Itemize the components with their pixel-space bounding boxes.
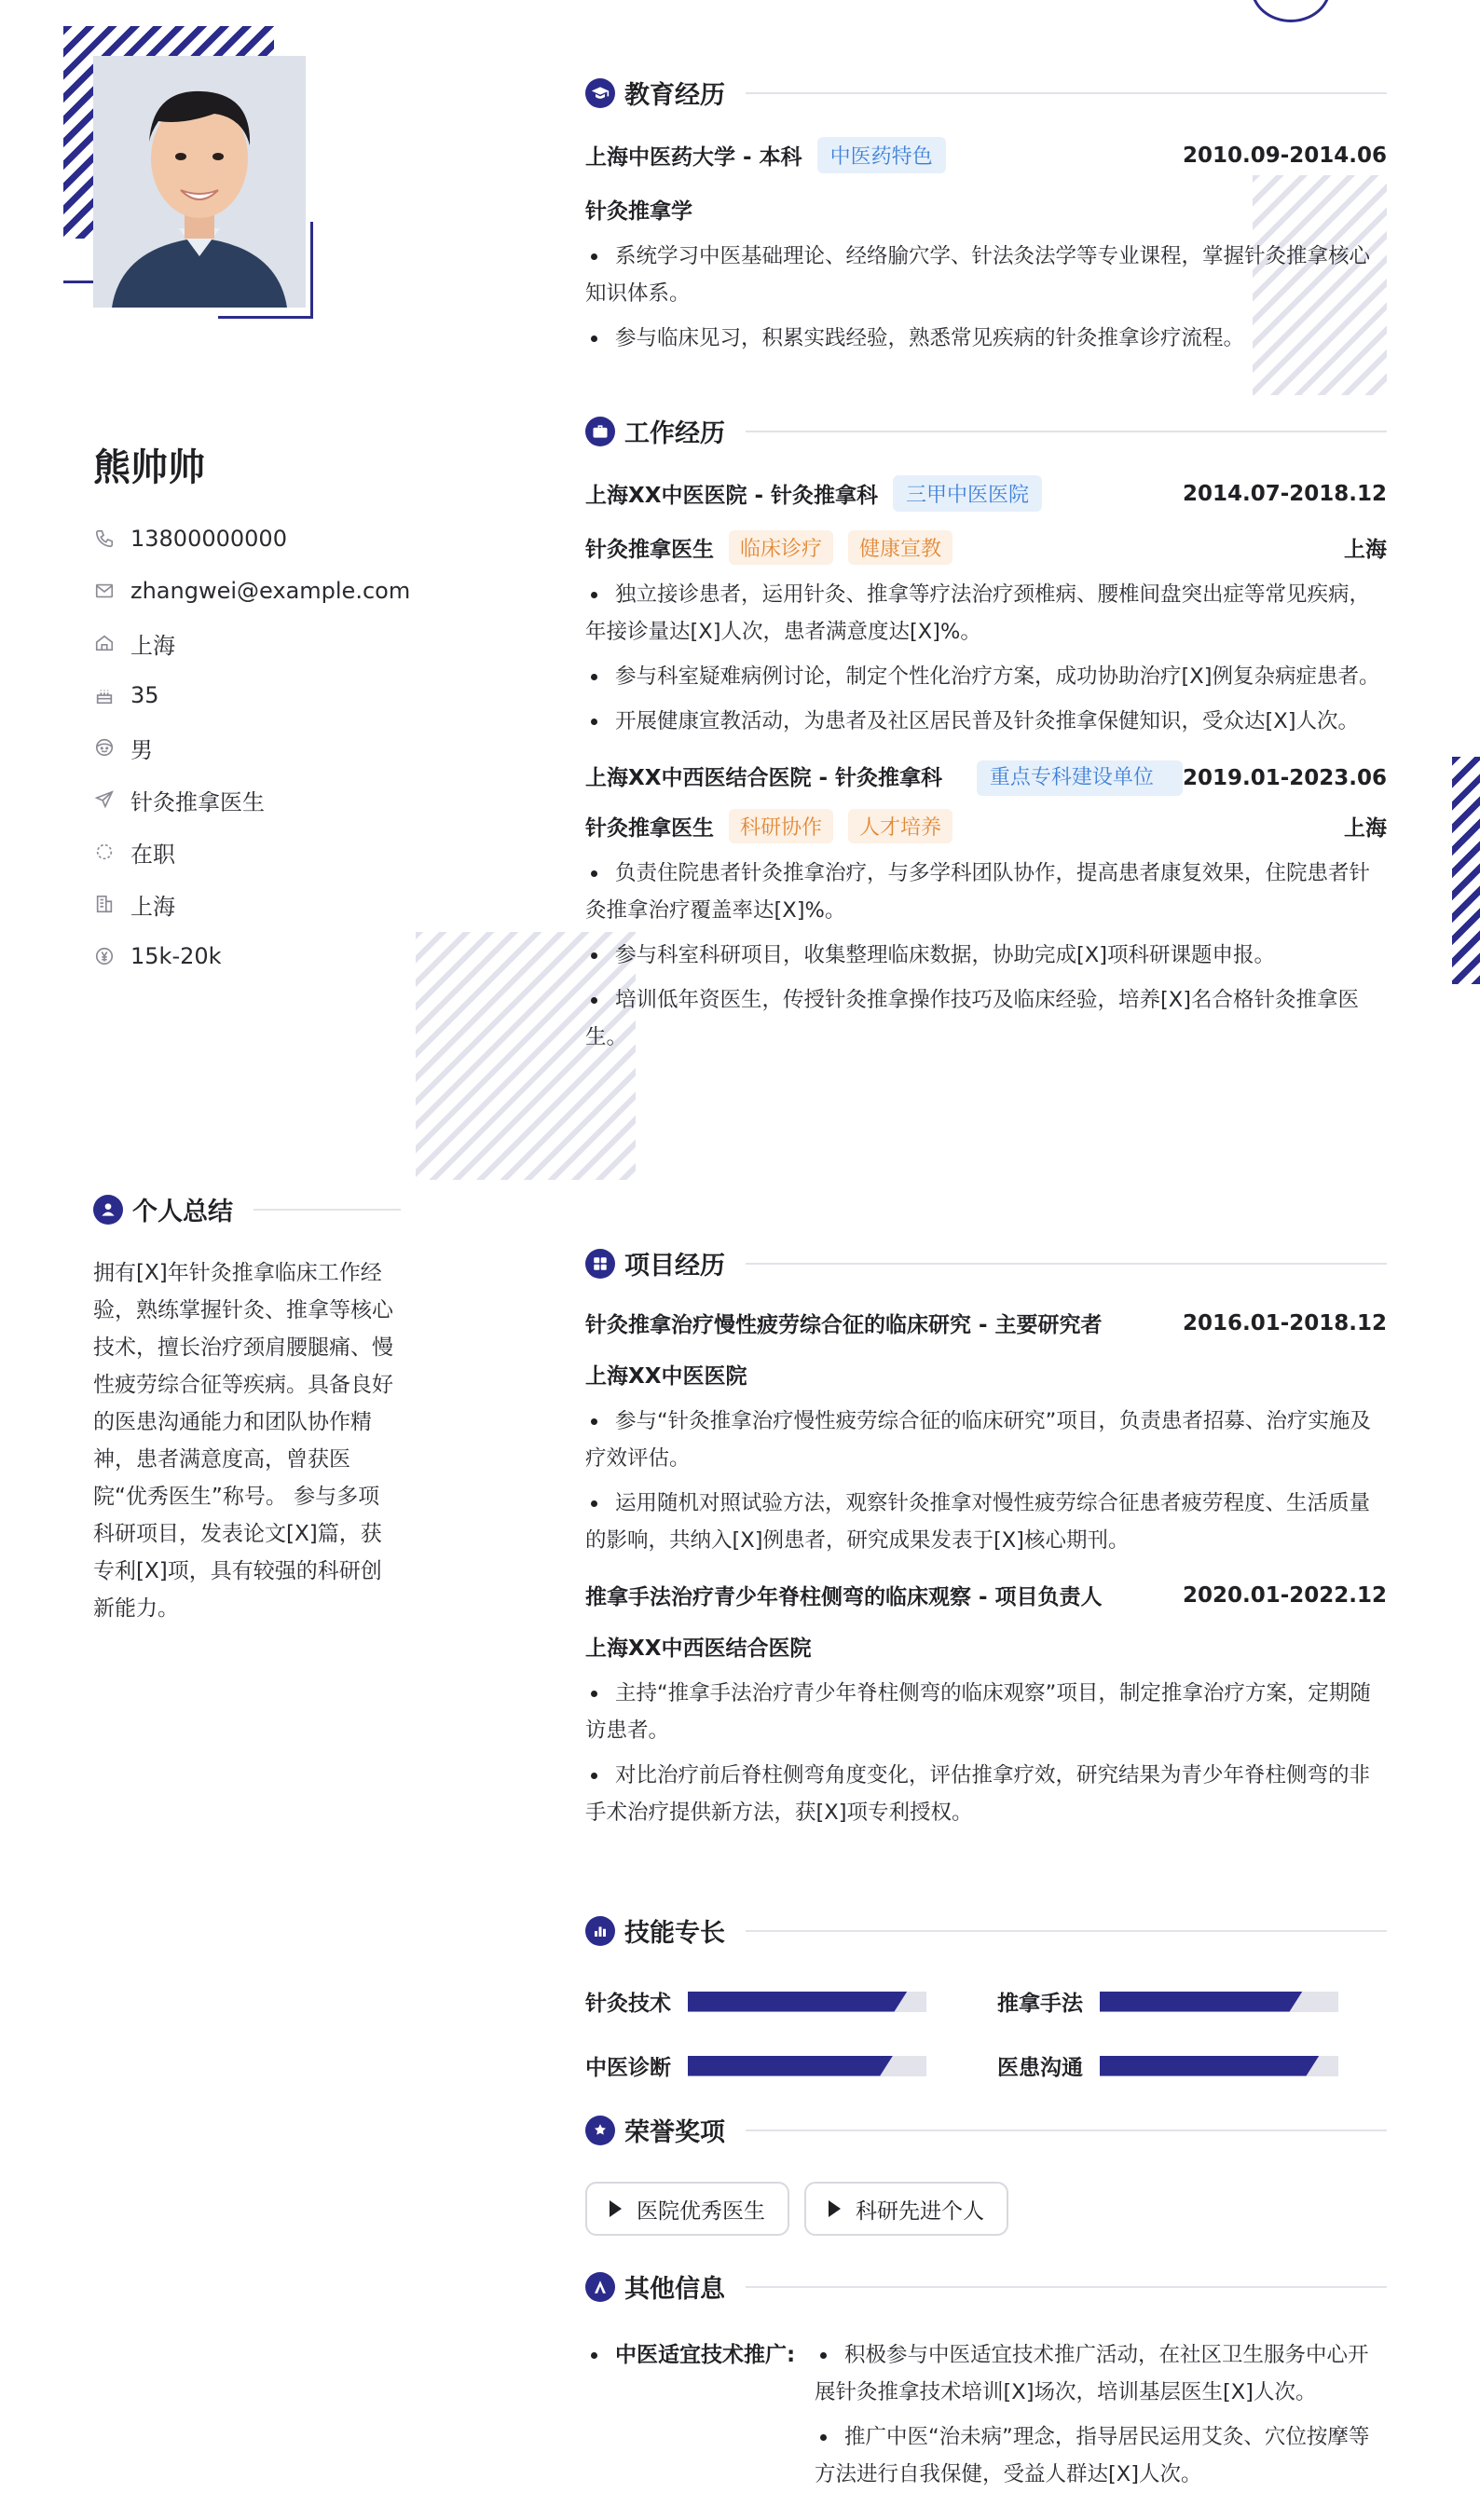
project-bullets [585,1403,1387,1559]
profile-photo [93,56,306,308]
company-tag: 三甲中医医院 [893,475,1042,512]
role-name: 针灸推拿医生 [585,538,714,562]
skill-item [997,2050,1370,2081]
bullet-dot [591,2352,597,2359]
list-item: 开展健康宣教活动，为患者及社区居民普及针灸推拿保健知识，受众达[X]人次。 [585,703,1387,740]
mail-icon [93,580,116,602]
company-tag: 重点专科建设单位 [977,760,1183,796]
work-bullets [585,576,1387,740]
role-tag: 人才培养 [848,809,952,843]
education-section [585,75,1387,357]
skill-item [997,1986,1370,2017]
play-icon [829,2200,841,2217]
candidate-name: 熊帅帅 [93,446,205,489]
skills-section-header [585,1912,1387,1949]
info-status [93,826,410,878]
list-item: 参与临床见习，积累实践经验，熟悉常见疾病的针灸推拿诊疗流程。 [585,320,1387,357]
info-text: 在职 [130,841,175,868]
projects-section-header [585,1245,1387,1281]
summary-title: 个人总结 [132,1198,233,1226]
other-bullets [815,2336,1387,2493]
graduation-cap-icon [585,78,615,108]
awards-title: 荣誉奖项 [624,2118,725,2147]
project-entry-header [585,1580,1387,1610]
person-icon [93,1195,123,1225]
info-position [93,774,410,826]
projects-title: 项目经历 [624,1252,725,1281]
education-school [585,137,946,173]
list-item: 对比治疗前后脊柱侧弯角度变化，评估推拿疗效，研究结果为青少年脊柱侧弯的非手术治疗提供新方法，获[X]项专利授权。 [585,1757,1387,1831]
work-role [585,809,952,843]
info-text: zhangwei@example.com [130,578,411,604]
role-tag: 健康宣教 [848,530,952,565]
work-section [585,413,1387,1056]
education-major: 针灸推拿学 [585,199,692,224]
info-email [93,565,410,617]
info-text: 上海 [130,632,175,659]
section-divider [746,92,1387,94]
work-bullets [585,855,1387,1056]
project-bullets [585,1675,1387,1831]
list-item: 培训低年资医生，传授针灸推拿操作技巧及临床经验，培养[X]名合格针灸推拿医生。 [585,981,1387,1056]
skill-item [585,2050,997,2081]
education-date: 2010.09-2014.06 [1182,143,1387,168]
education-section-header [585,75,1387,111]
work-role [585,530,952,565]
summary-text: 拥有[X]年针灸推拿临床工作经验，熟练掌握针灸、推拿等核心技术，擅长治疗颈肩腰腿痛、慢性疲劳综合征等疾病。具备良好的医患沟通能力和团队协作精神，患者满意度高，曾获医院“优秀医生”称号。 参与多项科研项目，发表论文[X]篇，获专利[X]项，具有较强的科研创新能力。 [93,1261,393,1621]
phone-icon [93,527,116,550]
work-entry-header [585,760,1387,796]
info-salary [93,930,410,982]
section-divider [746,431,1387,432]
work-role-row [585,809,1387,843]
role-name: 针灸推拿医生 [585,816,714,841]
project-name: 针灸推拿治疗慢性疲劳综合征的临床研究 - 主要研究者 [585,1313,1103,1337]
other-label-wrap [585,2336,815,2493]
contact-info-list [93,513,410,982]
yen-icon [93,945,116,967]
list-item: 独立接诊患者，运用针灸、推拿等疗法治疗颈椎病、腰椎间盘突出症等常见疾病，年接诊量达[X]人次，患者满意度达[X]%。 [585,576,1387,651]
project-entry [585,1308,1387,1559]
skill-bar [688,1992,926,2012]
info-text: 男 [130,736,153,763]
section-divider [746,2286,1387,2288]
skills-title: 技能专长 [624,1919,725,1948]
info-text: 上海 [130,893,175,920]
summary-section-header [93,1191,401,1227]
skill-bar [688,2056,926,2076]
skill-fill [688,1992,908,2012]
work-entry-header [585,475,1387,512]
cake-icon [93,684,116,706]
section-divider [254,1209,401,1211]
skill-bar [1100,1992,1338,2012]
list-item: 参与科室科研项目，收集整理临床数据，协助完成[X]项科研课题申报。 [585,937,1387,974]
list-item: 参与科室疑难病例讨论，制定个性化治疗方案，成功协助治疗[X]例复杂病症患者。 [585,658,1387,695]
status-icon [93,841,116,863]
list-item: 系统学习中医基础理论、经络腧穴学、针法灸法学等专业课程，掌握针灸推拿核心知识体系。 [585,238,1387,312]
other-content [585,2336,1387,2493]
award-label: 科研先进个人 [856,2198,984,2224]
bar-chart-icon [585,1916,615,1946]
face-icon [93,736,116,759]
other-section-header [585,2268,1387,2305]
info-phone [93,513,410,565]
other-label: 中医适宜技术推广: [615,2343,796,2367]
send-icon [93,788,116,811]
info-text: 15k-20k [130,943,222,969]
top-circle-decoration [1251,0,1331,22]
education-entry-header [585,137,1387,173]
education-title: 教育经历 [624,81,725,110]
briefcase-icon [585,417,615,446]
info-text: 13800000000 [130,526,287,552]
skill-name: 推拿手法 [997,1992,1083,2016]
project-entry-header [585,1308,1387,1338]
info-text: 针灸推拿医生 [130,788,265,815]
section-divider [746,1930,1387,1932]
other-title: 其他信息 [624,2275,725,2304]
skill-name: 中医诊断 [585,2056,671,2080]
work-date: 2014.07-2018.12 [1182,481,1387,506]
project-entry [585,1580,1387,1831]
info-city [93,878,410,930]
stripe-decoration-right-edge [1452,757,1480,984]
work-city: 上海 [1344,538,1387,562]
work-city: 上海 [1344,816,1387,841]
awards-section-header [585,2112,1387,2148]
play-icon [610,2200,622,2217]
role-tag: 临床诊疗 [729,530,833,565]
list-item: 运用随机对照试验方法，观察针灸推拿对慢性疲劳综合征患者疲劳程度、生活质量的影响，共纳入[X]例患者，研究成果发表于[X]核心期刊。 [585,1485,1387,1559]
school-tag: 中医药特色 [817,137,946,173]
info-age [93,669,410,721]
section-divider [746,1263,1387,1265]
grid-icon [585,1249,615,1279]
list-item: 推广中医“治未病”理念，指导居民运用艾灸、穴位按摩等方法进行自我保健，受益人群达[X]人次。 [815,2418,1387,2493]
company-name: 上海XX中医医院 - 针灸推拿科 [585,484,879,508]
work-section-header [585,413,1387,449]
section-divider [746,2130,1387,2131]
awards-section [585,2112,1387,2236]
skill-bar [1100,2056,1338,2076]
work-date: 2019.01-2023.06 [1182,766,1387,790]
projects-section [585,1245,1387,1831]
skill-fill [688,2056,893,2076]
project-org: 上海XX中西医结合医院 [585,1637,812,1661]
skill-name: 医患沟通 [997,2056,1083,2080]
work-entry [585,760,1387,1056]
school-name: 上海中医药大学 - 本科 [585,145,802,170]
skills-section [585,1912,1387,2081]
award-icon [585,2116,615,2145]
award-badge [585,2182,789,2236]
project-date: 2020.01-2022.12 [1182,1582,1387,1608]
list-item: 负责住院患者针灸推拿治疗，与多学科团队协作，提高患者康复效果，住院患者针灸推拿治疗覆盖率达[X]%。 [585,855,1387,929]
project-name: 推拿手法治疗青少年脊柱侧弯的临床观察 - 项目负责人 [585,1585,1103,1609]
awards-list [585,2182,1387,2236]
company-name: 上海XX中西医结合医院 - 针灸推拿科 [585,766,943,790]
other-section [585,2268,1387,2493]
project-date: 2016.01-2018.12 [1182,1310,1387,1335]
info-icon [585,2272,615,2302]
skills-grid [585,1986,1387,2081]
role-tag: 科研协作 [729,809,833,843]
info-location [93,617,410,669]
skill-fill [1100,2056,1320,2076]
list-item: 积极参与中医适宜技术推广活动，在社区卫生服务中心开展针灸推拿技术培训[X]场次，培训基层医生[X]人次。 [815,2336,1387,2411]
home-icon [93,632,116,654]
work-role-row [585,530,1387,565]
skill-name: 针灸技术 [585,1992,671,2016]
education-bullets [585,238,1387,357]
work-title: 工作经历 [624,419,725,448]
skill-item [585,1986,997,2017]
skill-fill [1100,1992,1303,2012]
work-entry [585,475,1387,740]
building-icon [93,893,116,915]
list-item: 主持“推拿手法治疗青少年脊柱侧弯的临床观察”项目，制定推拿治疗方案，定期随访患者。 [585,1675,1387,1749]
work-company [585,475,1042,512]
info-gender [93,721,410,774]
list-item: 参与“针灸推拿治疗慢性疲劳综合征的临床研究”项目，负责患者招募、治疗实施及疗效评估。 [585,1403,1387,1477]
award-badge [804,2182,1008,2236]
award-label: 医院优秀医生 [637,2198,765,2224]
info-text: 35 [130,682,159,708]
project-org: 上海XX中医医院 [585,1364,747,1389]
